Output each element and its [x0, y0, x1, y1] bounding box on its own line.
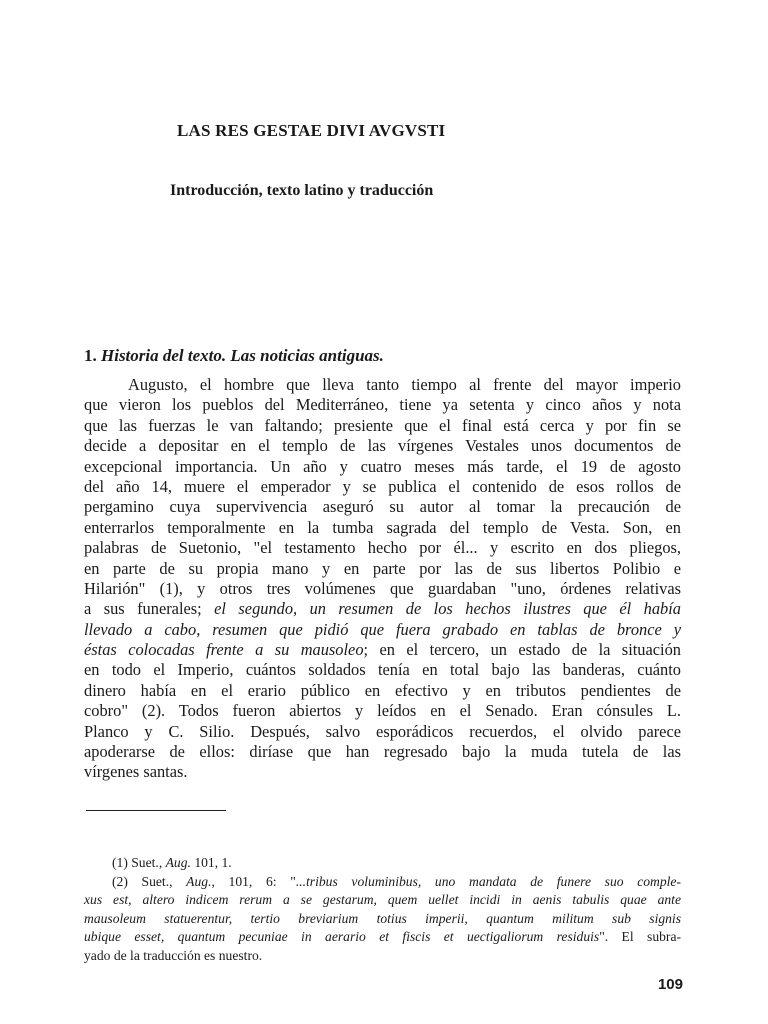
section-heading-text: Historia del texto. Las noticias antiguas. [101, 346, 384, 365]
text-run: Planco y C. Silio. Después, salvo esporádicos recuerdos, el olvido parece [84, 721, 681, 741]
body-line [84, 518, 681, 538]
italic-text: éstas colocadas frente a su mausoleo [84, 640, 364, 660]
text-run: cobro" (2). Todos fueron abiertos y leídos en el Senado. Eran cónsules L. [84, 701, 681, 721]
text-run: , 101, 6: " [211, 873, 296, 889]
text-run: dinero había en el erario público en efectivo y en tributos pendientes de [84, 680, 681, 700]
text-run: enterrarlos temporalmente en la tumba sagrada del templo de Vesta. Son, en [84, 517, 681, 537]
italic-text: ...tribus voluminibus, uno mandata de funere suo comple- [295, 873, 681, 889]
text-run: en parte de su propia mano y en parte por las de sus libertos Polibio e [84, 558, 681, 578]
italic-text: ubique esset, quantum pecuniae in aerario et fiscis et uectigaliorum residuis [84, 929, 600, 945]
text-run: ; en el tercero, un estado de la situación [363, 640, 681, 660]
footnote-line [84, 928, 681, 947]
body-line [84, 722, 681, 742]
italic-text: mausoleum statuerentur, tertio breviarium totius imperii, quantum militum sub signis [84, 910, 681, 926]
text-run: 101, 1. [190, 855, 232, 870]
body-line [84, 497, 681, 517]
body-paragraph [84, 375, 681, 783]
italic-text: Aug. [186, 873, 212, 889]
body-line [84, 477, 681, 497]
text-run: Augusto, el hombre que lleva tanto tiempo al frente del mayor imperio [128, 375, 681, 394]
text-run: Hilarión" (1), y otros tres volúmenes que guardaban "uno, órdenes relativas [84, 578, 681, 598]
document-title: LAS RES GESTAE DIVI AVGVSTI [177, 121, 446, 140]
body-line [84, 538, 681, 558]
body-line [84, 436, 681, 456]
footnote-divider [86, 810, 226, 811]
text-run: apoderarse de ellos: diríase que han regresado bajo la muda tutela de las [84, 742, 681, 762]
text-run: ". El subra- [599, 929, 682, 945]
text-run: vírgenes santas. [84, 762, 188, 782]
text-run: decide a depositar en el templo de las vírgenes Vestales unos documentos de [84, 436, 681, 456]
body-line [84, 660, 681, 680]
italic-text: el segundo, un resumen de los hechos ilustres que él había [214, 599, 681, 619]
text-run: del año 14, muere el emperador y se publica el contenido de esos rollos de [84, 476, 681, 496]
text-run: yado de la traducción es nuestro. [84, 947, 263, 963]
body-line [84, 395, 681, 415]
text-run: (1) Suet., [112, 855, 166, 870]
section-number: 1. [84, 346, 101, 365]
text-run: en todo el Imperio, cuántos soldados tenía en total bajo las banderas, cuánto [84, 660, 681, 680]
footnote-line [84, 854, 681, 873]
body-line [84, 579, 681, 599]
body-line [84, 681, 681, 701]
body-line [84, 457, 681, 477]
footnote-line [84, 873, 681, 892]
text-run: palabras de Suetonio, "el testamento hecho por él... y escrito en dos pliegos, [84, 538, 681, 558]
footnotes [84, 854, 681, 966]
document-subtitle: Introducción, texto latino y traducción [170, 182, 434, 199]
text-run: que vieron los pueblos del Mediterráneo, tiene ya setenta y cinco años y nota [84, 395, 681, 415]
body-line [84, 620, 681, 640]
body-line [84, 762, 681, 782]
footnote-line [84, 910, 681, 929]
text-run: (2) Suet., [112, 873, 187, 889]
body-line [84, 640, 681, 660]
page-number: 109 [657, 976, 683, 993]
text-run: pergamino cuya supervivencia aseguró su autor al tomar la precaución de [84, 497, 681, 517]
body-line [84, 742, 681, 762]
text-run: excepcional importancia. Un año y cuatro meses más tarde, el 19 de agosto [84, 456, 681, 476]
body-line [84, 559, 681, 579]
body-line [84, 701, 681, 721]
body-line [84, 599, 681, 619]
text-run: a sus funerales; [84, 599, 215, 619]
body-line [84, 375, 681, 395]
italic-text: Aug. [165, 855, 191, 870]
footnote-line [84, 891, 681, 910]
italic-text: llevado a cabo, resumen que pidió que fuera grabado en tablas de bronce y [84, 619, 681, 639]
footnote-line [84, 947, 681, 966]
body-line [84, 416, 681, 436]
section-heading [84, 346, 384, 366]
text-run: que las fuerzas le van faltando; presiente que el final está cerca y por fin se [84, 415, 681, 435]
italic-text: xus est, altero indicem rerum a se gestarum, quem uellet incidi in aenis tabulis quae ante [84, 892, 681, 908]
